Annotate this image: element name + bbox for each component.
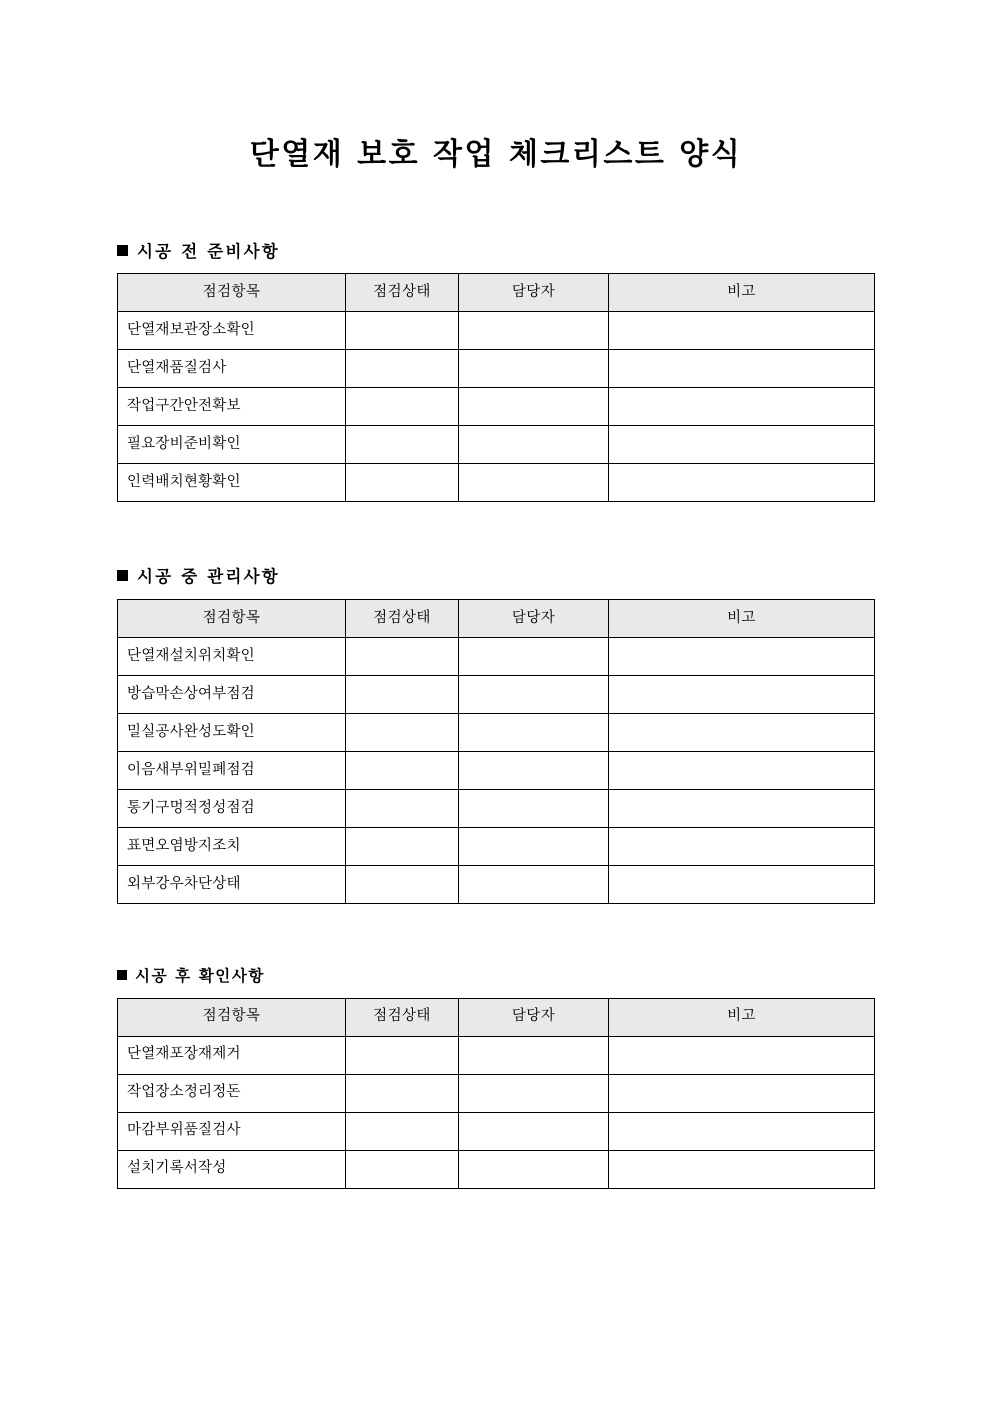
table-row (118, 676, 875, 714)
page-title: 단열재 보호 작업 체크리스트 양식 (249, 137, 743, 172)
column-header-item: 점검항목 (118, 998, 346, 1036)
table-row (118, 1036, 875, 1074)
table-row (118, 638, 875, 676)
note-field[interactable] (609, 1036, 875, 1074)
checklist-item-label: 밀실공사완성도확인 (118, 714, 346, 752)
status-field[interactable] (346, 464, 459, 502)
section-heading-label: 시공 중 관리사항 (137, 567, 280, 587)
column-header-note: 비고 (609, 274, 875, 312)
column-header-status: 점검상태 (346, 600, 459, 638)
checklist-item-label: 단열재보관장소확인 (118, 312, 346, 350)
checklist-table-pre-construction (117, 273, 875, 502)
table-row (118, 752, 875, 790)
status-field[interactable] (346, 388, 459, 426)
checklist-table-during-construction (117, 599, 875, 904)
checklist-item-label: 필요장비준비확인 (118, 426, 346, 464)
owner-field[interactable] (459, 1036, 609, 1074)
section-pre-construction (0, 242, 992, 503)
checklist-item-label: 작업장소정리정돈 (118, 1074, 346, 1112)
checklist-item-label: 인력배치현황확인 (118, 464, 346, 502)
section-heading-label: 시공 전 준비사항 (137, 241, 280, 261)
checklist-item-label: 단열재품질검사 (118, 350, 346, 388)
table-row (118, 1074, 875, 1112)
table-header-row (118, 998, 875, 1036)
table-header-row (118, 600, 875, 638)
checklist-table-post-construction (117, 998, 875, 1189)
section-heading-pre-construction (117, 242, 874, 262)
checklist-item-label: 방습막손상여부점검 (118, 676, 346, 714)
note-field[interactable] (609, 388, 875, 426)
section-heading-during-construction (117, 567, 874, 587)
owner-field[interactable] (459, 350, 609, 388)
column-header-owner: 담당자 (459, 998, 609, 1036)
section-during-construction (0, 567, 992, 904)
column-header-note: 비고 (609, 998, 875, 1036)
checklist-item-label: 이음새부위밀폐점검 (118, 752, 346, 790)
column-header-item: 점검항목 (118, 600, 346, 638)
owner-field[interactable] (459, 464, 609, 502)
note-field[interactable] (609, 350, 875, 388)
checklist-item-label: 외부강우차단상태 (118, 866, 346, 904)
status-field[interactable] (346, 1074, 459, 1112)
status-field[interactable] (346, 752, 459, 790)
owner-field[interactable] (459, 426, 609, 464)
table-row (118, 312, 875, 350)
note-field[interactable] (609, 312, 875, 350)
note-field[interactable] (609, 866, 875, 904)
checklist-item-label: 통기구멍적정성점검 (118, 790, 346, 828)
table-row (118, 714, 875, 752)
status-field[interactable] (346, 828, 459, 866)
note-field[interactable] (609, 638, 875, 676)
checklist-item-label: 단열재포장재제거 (118, 1036, 346, 1074)
table-row (118, 1112, 875, 1150)
owner-field[interactable] (459, 752, 609, 790)
checklist-item-label: 마감부위품질검사 (118, 1112, 346, 1150)
table-row (118, 426, 875, 464)
checklist-item-label: 표면오염방지조치 (118, 828, 346, 866)
status-field[interactable] (346, 1150, 459, 1188)
status-field[interactable] (346, 790, 459, 828)
table-row (118, 1150, 875, 1188)
status-field[interactable] (346, 714, 459, 752)
owner-field[interactable] (459, 790, 609, 828)
owner-field[interactable] (459, 1112, 609, 1150)
square-bullet-icon (117, 970, 127, 980)
owner-field[interactable] (459, 638, 609, 676)
column-header-owner: 담당자 (459, 274, 609, 312)
column-header-status: 점검상태 (346, 274, 459, 312)
status-field[interactable] (346, 676, 459, 714)
note-field[interactable] (609, 790, 875, 828)
checklist-item-label: 작업구간안전확보 (118, 388, 346, 426)
column-header-owner: 담당자 (459, 600, 609, 638)
checklist-item-label: 설치기록서작성 (118, 1150, 346, 1188)
owner-field[interactable] (459, 1074, 609, 1112)
square-bullet-icon (117, 245, 128, 256)
owner-field[interactable] (459, 312, 609, 350)
note-field[interactable] (609, 426, 875, 464)
owner-field[interactable] (459, 714, 609, 752)
note-field[interactable] (609, 1074, 875, 1112)
note-field[interactable] (609, 676, 875, 714)
status-field[interactable] (346, 1112, 459, 1150)
note-field[interactable] (609, 752, 875, 790)
table-row (118, 790, 875, 828)
section-heading-label: 시공 후 확인사항 (135, 967, 266, 986)
column-header-note: 비고 (609, 600, 875, 638)
section-post-construction (0, 967, 992, 1189)
owner-field[interactable] (459, 388, 609, 426)
table-row (118, 350, 875, 388)
table-header-row (118, 274, 875, 312)
note-field[interactable] (609, 1150, 875, 1188)
note-field[interactable] (609, 714, 875, 752)
column-header-status: 점검상태 (346, 998, 459, 1036)
note-field[interactable] (609, 464, 875, 502)
note-field[interactable] (609, 828, 875, 866)
status-field[interactable] (346, 866, 459, 904)
owner-field[interactable] (459, 828, 609, 866)
status-field[interactable] (346, 426, 459, 464)
square-bullet-icon (117, 570, 128, 581)
section-heading-post-construction (117, 967, 874, 986)
table-row (118, 464, 875, 502)
table-row (118, 866, 875, 904)
status-field[interactable] (346, 312, 459, 350)
status-field[interactable] (346, 350, 459, 388)
checklist-item-label: 단열재설치위치확인 (118, 638, 346, 676)
owner-field[interactable] (459, 866, 609, 904)
status-field[interactable] (346, 1036, 459, 1074)
table-row (118, 388, 875, 426)
note-field[interactable] (609, 1112, 875, 1150)
status-field[interactable] (346, 638, 459, 676)
owner-field[interactable] (459, 676, 609, 714)
table-row (118, 828, 875, 866)
column-header-item: 점검항목 (118, 274, 346, 312)
owner-field[interactable] (459, 1150, 609, 1188)
